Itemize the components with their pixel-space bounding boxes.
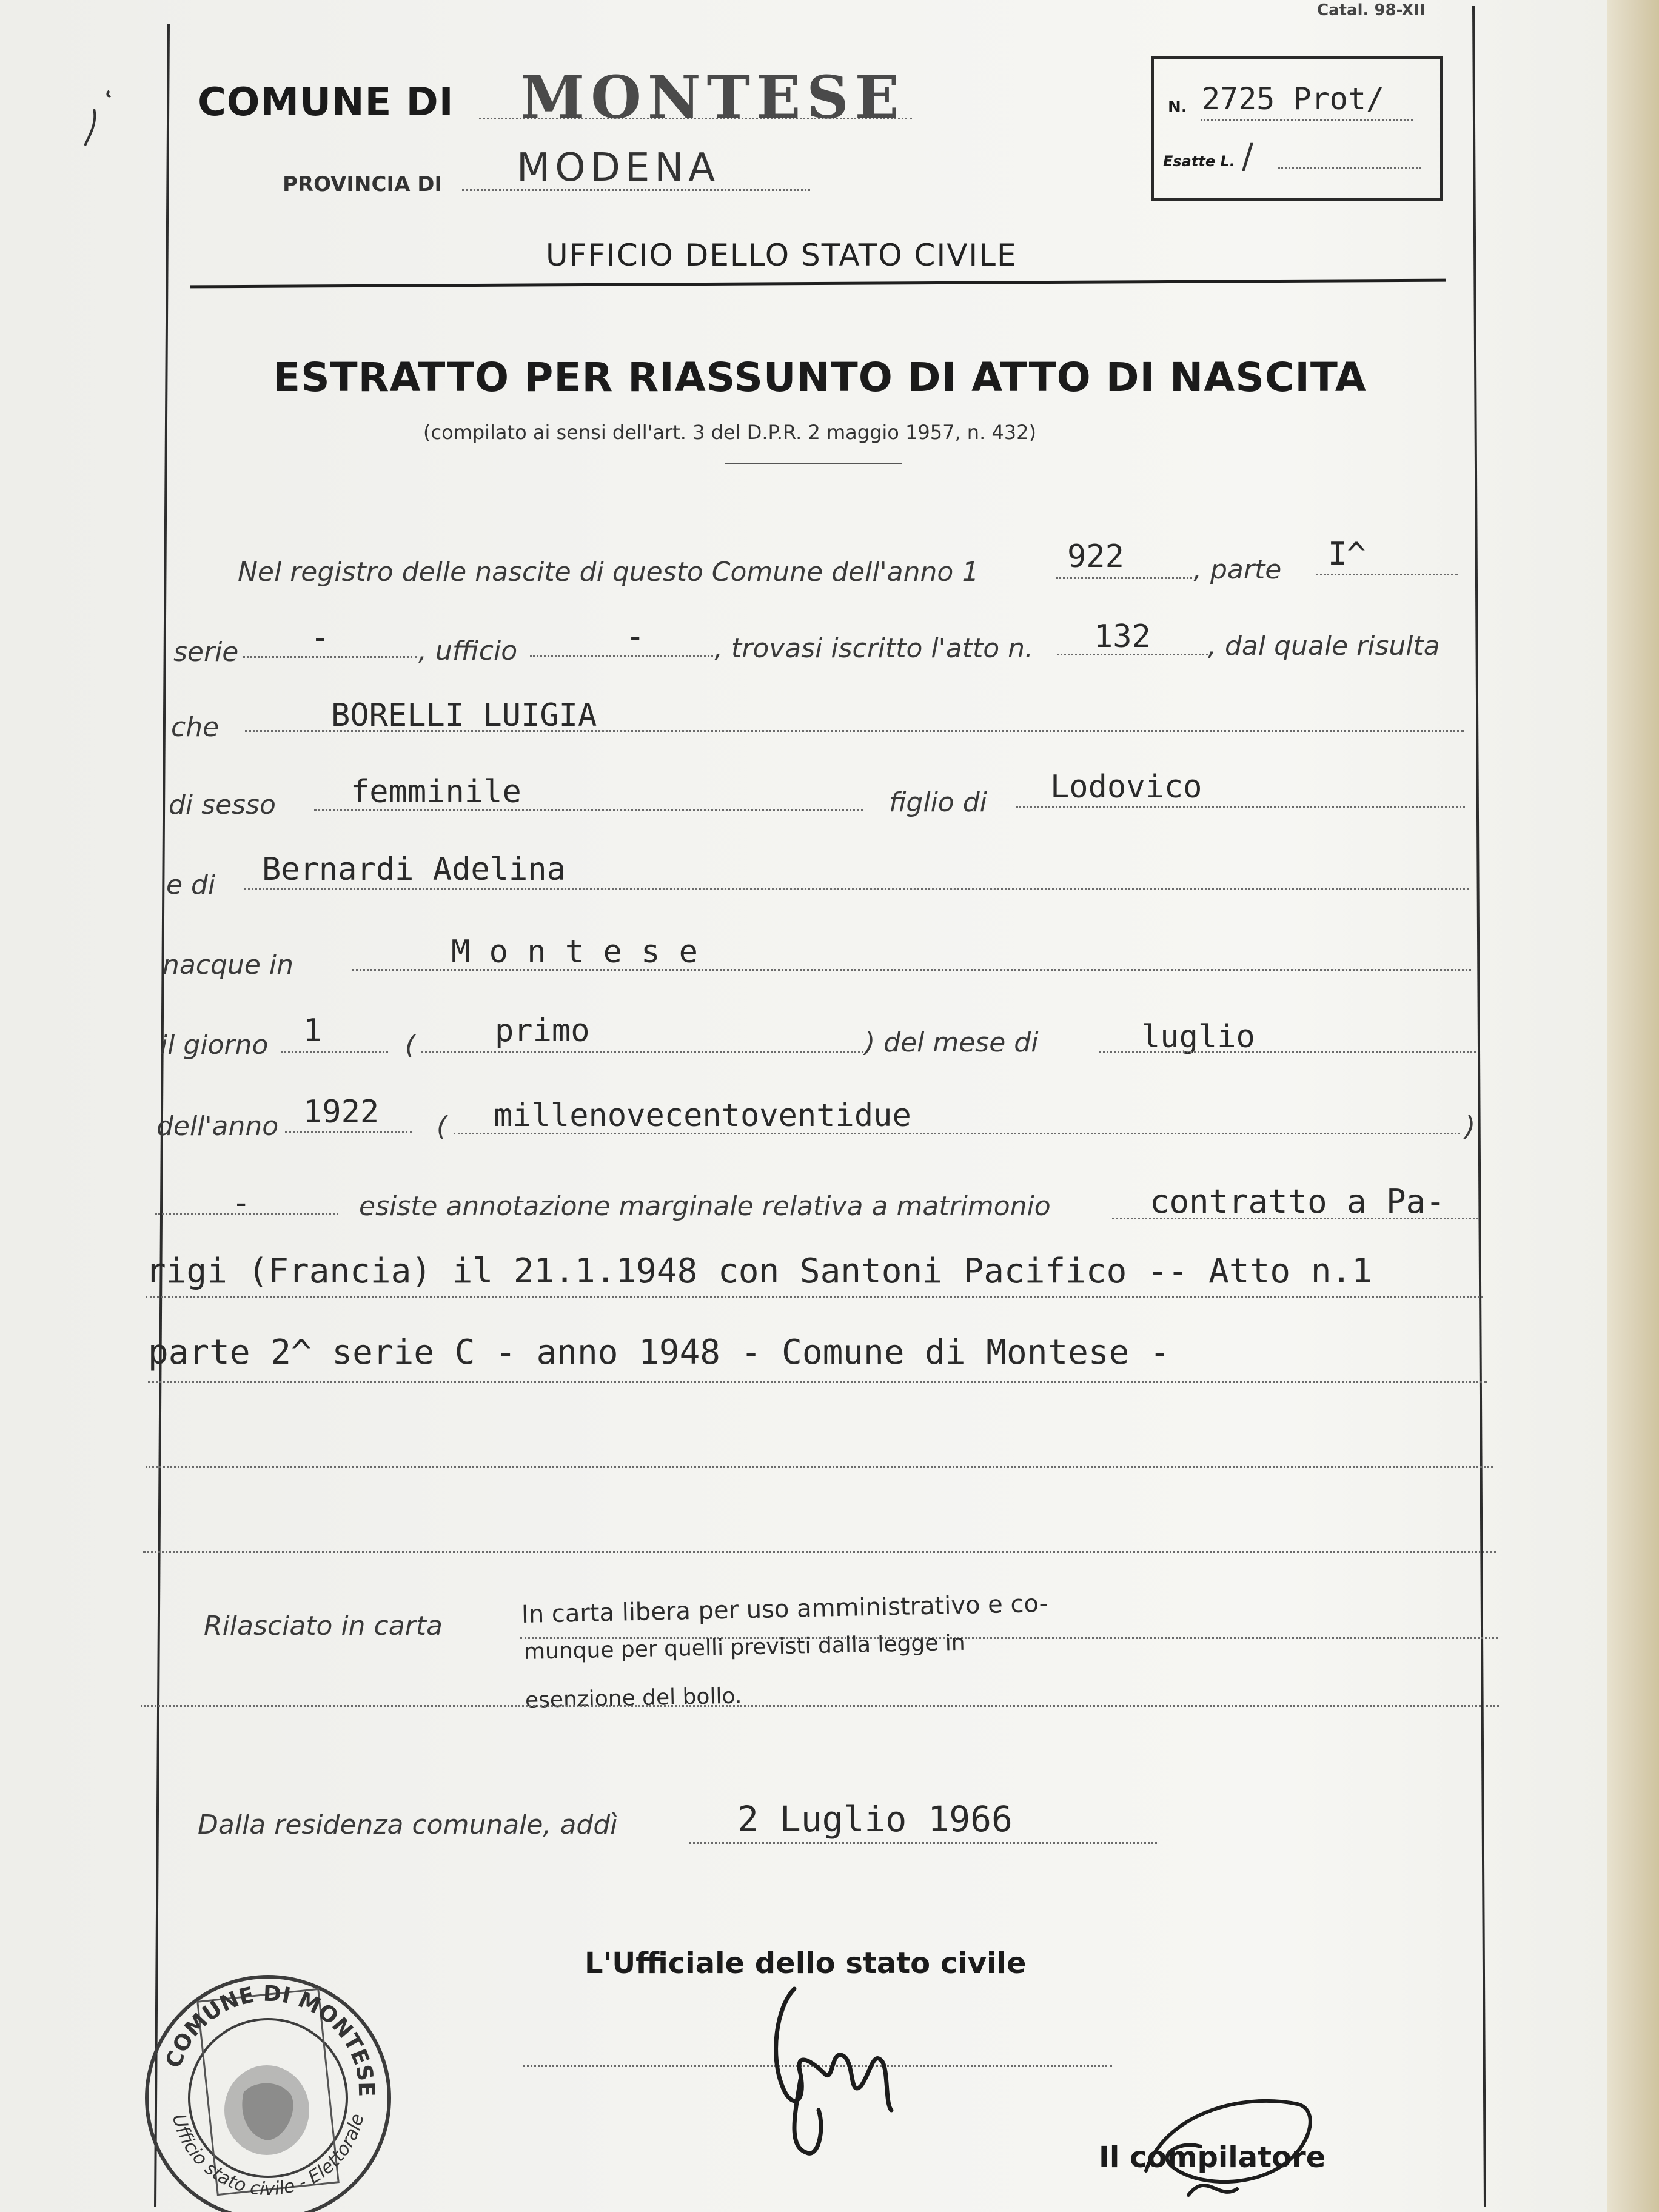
giorno-value: 1 — [303, 1013, 323, 1049]
luogo-dots — [352, 969, 1471, 971]
catalog-code: Catal. 98-XII — [1317, 1, 1426, 19]
ufficiale-signature — [758, 1983, 940, 2165]
giorno-dots — [281, 1051, 388, 1053]
serie-dots — [243, 656, 417, 658]
giorno-label: il giorno — [160, 1030, 269, 1061]
esatte-label: Esatte L. — [1163, 153, 1235, 170]
anno-lettere-dots — [454, 1133, 1460, 1134]
parte-label: , parte — [1193, 554, 1282, 585]
mese-value: luglio — [1141, 1019, 1255, 1055]
serie-label: serie — [173, 637, 239, 668]
ufficio-value: - — [626, 618, 645, 655]
anno-lettere: millenovecentoventidue — [494, 1098, 911, 1134]
compilatore-signature — [1128, 2080, 1322, 2212]
serie-value: - — [310, 620, 330, 656]
sesso-label: di sesso — [169, 789, 276, 820]
protocol-number-dots — [1201, 119, 1413, 121]
protocol-box — [1151, 56, 1443, 201]
padre-value: Lodovico — [1050, 769, 1202, 805]
svg-text:Ufficio stato civile - Elettor: Ufficio stato civile - Elettorale — [167, 2111, 369, 2200]
mese-label: ) del mese di — [865, 1027, 1039, 1058]
rilascio-line-2: munque per quelli previsti dalla legge in — [523, 1630, 966, 1664]
document-subtitle: (compilato ai sensi dell'art. 3 del D.P.R. 2 maggio 1957, n. 432) — [423, 421, 1036, 444]
annot-line-2: rigi (Francia) il 21.1.1948 con Santoni Pacifico -- Atto n.1 — [146, 1252, 1372, 1291]
annot-prefix: - — [232, 1185, 251, 1221]
provincia-label: PROVINCIA DI — [283, 172, 443, 196]
anno-nascita-dots — [285, 1131, 412, 1133]
anno-paren-close: ) — [1465, 1111, 1476, 1142]
rilascio-second-dots — [141, 1705, 1499, 1707]
comune-name: MONTESE — [520, 63, 905, 132]
madre-value: Bernardi Adelina — [262, 851, 566, 888]
parte-dots — [1316, 574, 1458, 575]
mese-dots — [1099, 1051, 1476, 1053]
title-underline — [725, 463, 902, 464]
registro-label: Nel registro delle nascite di questo Comune dell'anno 1 — [238, 557, 979, 588]
annot-prefix-dots — [155, 1213, 338, 1215]
rilascio-label: Rilasciato in carta — [204, 1610, 443, 1641]
ufficio-dots — [530, 655, 713, 657]
annot-line-3: parte 2^ serie C - anno 1948 - Comune di Montese - — [148, 1333, 1170, 1372]
ufficio-heading: UFFICIO DELLO STATO CIVILE — [546, 238, 1017, 273]
esatte-value: / — [1242, 137, 1253, 176]
nome-value: BORELLI LUIGIA — [331, 697, 597, 734]
parte-value: I^ — [1328, 536, 1366, 572]
madre-label: e di — [166, 870, 216, 900]
anno-value: 1922 — [303, 1094, 380, 1130]
provincia-name: MODENA — [517, 146, 720, 190]
giorno-lettere: primo — [495, 1013, 590, 1049]
page-edge — [1607, 0, 1659, 2212]
protocol-number: 2725 Prot/ — [1202, 81, 1385, 116]
comune-seal-stamp — [135, 1971, 401, 2212]
date-dots — [689, 1842, 1157, 1844]
atto-dots — [1057, 654, 1208, 655]
risulta-label: , dal quale risulta — [1208, 631, 1440, 662]
rilascio-line-3: esenzione del bollo. — [525, 1683, 742, 1713]
annot-line-1: contratto a Pa- — [1150, 1182, 1446, 1221]
giorno-paren-open: ( — [405, 1030, 416, 1061]
document-title: ESTRATTO PER RIASSUNTO DI ATTO DI NASCITA — [273, 354, 1367, 401]
rilascio-line-1: In carta libera per uso amministrativo e co- — [521, 1589, 1048, 1629]
compilatore-label: Il compilatore — [1099, 2140, 1326, 2174]
madre-dots — [244, 888, 1469, 890]
comune-dotted-line — [479, 118, 912, 119]
blank-line-2 — [143, 1551, 1496, 1553]
ufficiale-label: L'Ufficiale dello stato civile — [585, 1946, 1027, 1980]
nome-dots — [245, 730, 1464, 732]
protocol-n-label: N. — [1168, 98, 1187, 116]
pen-mark — [79, 85, 121, 152]
date-value: 2 Luglio 1966 — [737, 1798, 1013, 1840]
sesso-dots — [314, 809, 863, 811]
che-label: che — [171, 712, 220, 743]
annot-line-2-dots — [146, 1296, 1483, 1298]
annot-line-3-dots — [148, 1381, 1487, 1383]
atto-label: , trovasi iscritto l'atto n. — [714, 633, 1034, 664]
comune-label: COMUNE DI — [198, 80, 454, 125]
sesso-value: femminile — [350, 774, 521, 810]
annot-line-1-dots — [1112, 1218, 1478, 1219]
figlio-label: figlio di — [889, 787, 987, 818]
provincia-dotted-line — [462, 189, 810, 191]
nacque-label: nacque in — [163, 950, 294, 980]
anno-paren-open: ( — [437, 1111, 447, 1142]
anno-dots — [1056, 577, 1192, 579]
esatte-dots — [1278, 167, 1421, 169]
annot-label: esiste annotazione marginale relativa a matrimonio — [359, 1191, 1051, 1222]
ufficio-label: , ufficio — [418, 635, 518, 666]
padre-dots — [1016, 806, 1465, 808]
giorno-lettere-dots — [421, 1051, 863, 1053]
atto-value: 132 — [1094, 618, 1151, 655]
luogo-value: M o n t e s e — [451, 934, 698, 970]
svg-text:COMUNE DI MONTESE: COMUNE DI MONTESE — [161, 1981, 379, 2097]
blank-line-1 — [146, 1466, 1493, 1468]
anno-label: dell'anno — [156, 1111, 279, 1142]
registro-anno: 922 — [1067, 538, 1124, 575]
date-label: Dalla residenza comunale, addì — [198, 1809, 618, 1840]
